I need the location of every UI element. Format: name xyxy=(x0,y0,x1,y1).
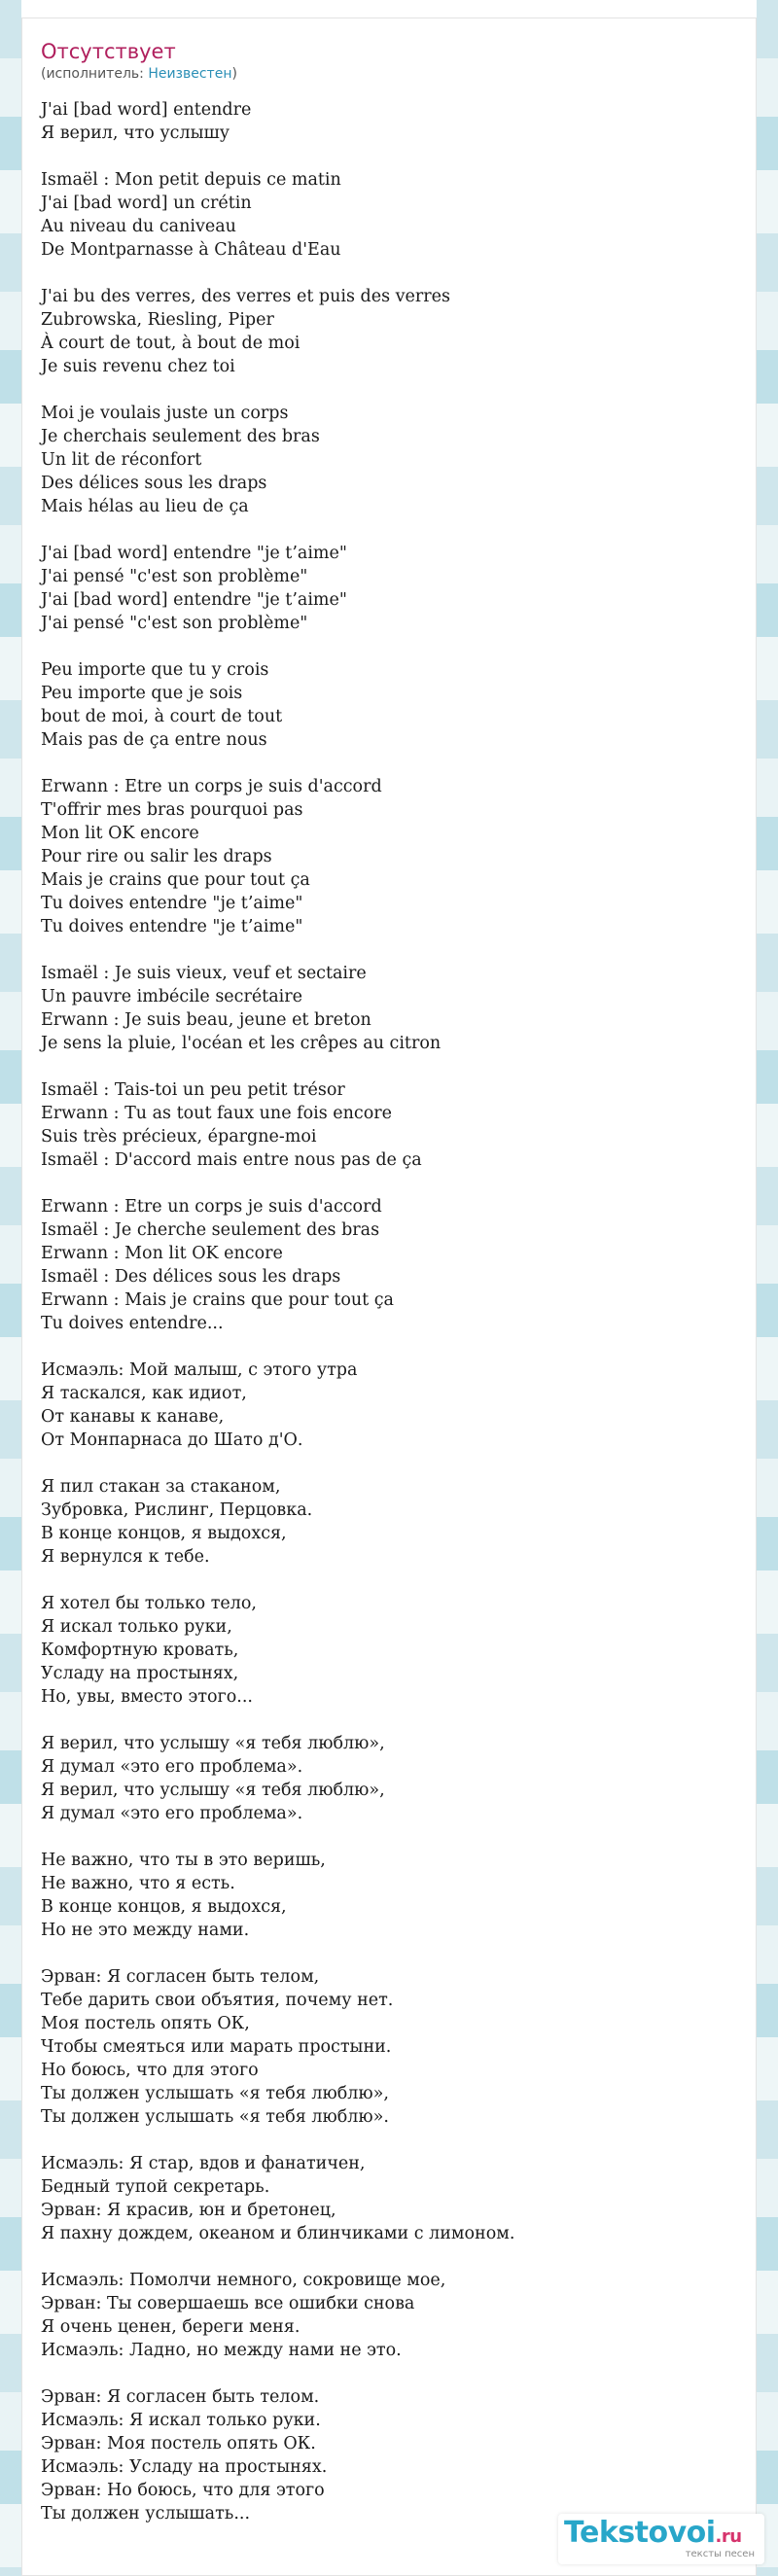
site-logo[interactable] xyxy=(558,2514,764,2564)
artist-link[interactable]: Неизвестен xyxy=(148,66,232,82)
right-decorative-band xyxy=(757,0,778,2576)
lyrics-card xyxy=(21,18,757,2576)
artist-suffix: ) xyxy=(231,66,237,82)
artist-line xyxy=(41,65,237,83)
logo-name: Tekstovoi xyxy=(564,2516,716,2550)
logo-tagline: тексты песен xyxy=(685,2549,755,2559)
logo-tld: .ru xyxy=(715,2526,742,2547)
artist-prefix: (исполнитель: xyxy=(41,66,149,82)
song-title: Отсутствует xyxy=(41,40,176,63)
lyrics-text: J'ai [bad word] entendre Я верил, что услышу Ismaël : Mon petit depuis ce matin J'ai [bad word] un crétin Au niveau du caniveau De Montparnasse à Château d'Eau J'ai bu des verres, des verres et puis des verres Zubrowska, Riesling, Piper À court de tout, à bout de moi Je suis revenu chez toi Moi je voulais juste un corps Je cherchais seulement des bras Un lit de réconfort Des délices sous les draps Mais hélas au lieu de ça J'ai [bad word] entendre "je t’aime" J'ai pensé "c'est son problème" J'ai [bad word] entendre "je t’aime" J'ai pensé "c'est son problème" Peu importe que tu y crois Peu importe que je sois bout de moi, à court de tout Mais pas de ça entre nous Erwann : Etre un corps je suis d'accord T'offrir mes bras pourquoi pas Mon lit OK encore Pour rire ou salir les draps Mais je crains que pour tout ça Tu doives entendre "je t’aime" Tu doives entendre "je t’aime" Ismaël : Je suis vieux, veuf et sectaire Un pauvre imbécile secrétaire Erwann : Je suis beau, jeune et breton Je sens la pluie, l'océan et les crêpes au citron Ismaël : Tais-toi un peu petit trésor Erwann : Tu as tout faux une fois encore Suis très précieux, épargne-moi Ismaël : D'accord mais entre nous pas de ça Erwann : Etre un corps je suis d'accord Ismaël : Je cherche seulement des bras Erwann : Mon lit OK encore Ismaël : Des délices sous les draps Erwann : Mais je crains que pour tout ça Tu doives entendre... Исмаэль: Мой малыш, с этого утра Я таскался, как идиот, От канавы к канаве, От Монпарнаса до Шато д'О. Я пил стакан за стаканом, Зубровка, Рислинг, Перцовка. В конце концов, я выдохся, Я вернулся к тебе. Я хотел бы только тело, Я искал только руки, Комфортную кровать, Усладу на простынях, Но, увы, вместо этого... Я верил, что услышу «я тебя люблю», Я думал «это его проблема». Я верил, что услышу «я тебя люблю», Я думал «это его проблема». Не важно, что ты в это веришь, Не важно, что я есть. В конце концов, я выдохся, Но не это между нами. Эрван: Я согласен быть телом, Тебе дарить свои объятия, почему нет. Моя постель опять ОК, Чтобы смеяться или марать простыни. Но боюсь, что для этого Ты должен услышать «я тебя люблю», Ты должен услышать «я тебя люблю». Исмаэль: Я стар, вдов и фанатичен, Бедный тупой секретарь. Эрван: Я красив, юн и бретонец, Я пахну дождем, океаном и блинчиками с лимоном. Исмаэль: Помолчи немного, сокровище мое, Эрван: Ты совершаешь все ошибки снова Я очень ценен, береги меня. Исмаэль: Ладно, но между нами не это. Эрван: Я согласен быть телом. Исмаэль: Я искал только руки. Эрван: Моя постель опять ОК. Исмаэль: Усладу на простынях. Эрван: Но боюсь, что для этого Ты должен услышать... xyxy=(41,100,515,2523)
left-decorative-band xyxy=(0,0,21,2576)
